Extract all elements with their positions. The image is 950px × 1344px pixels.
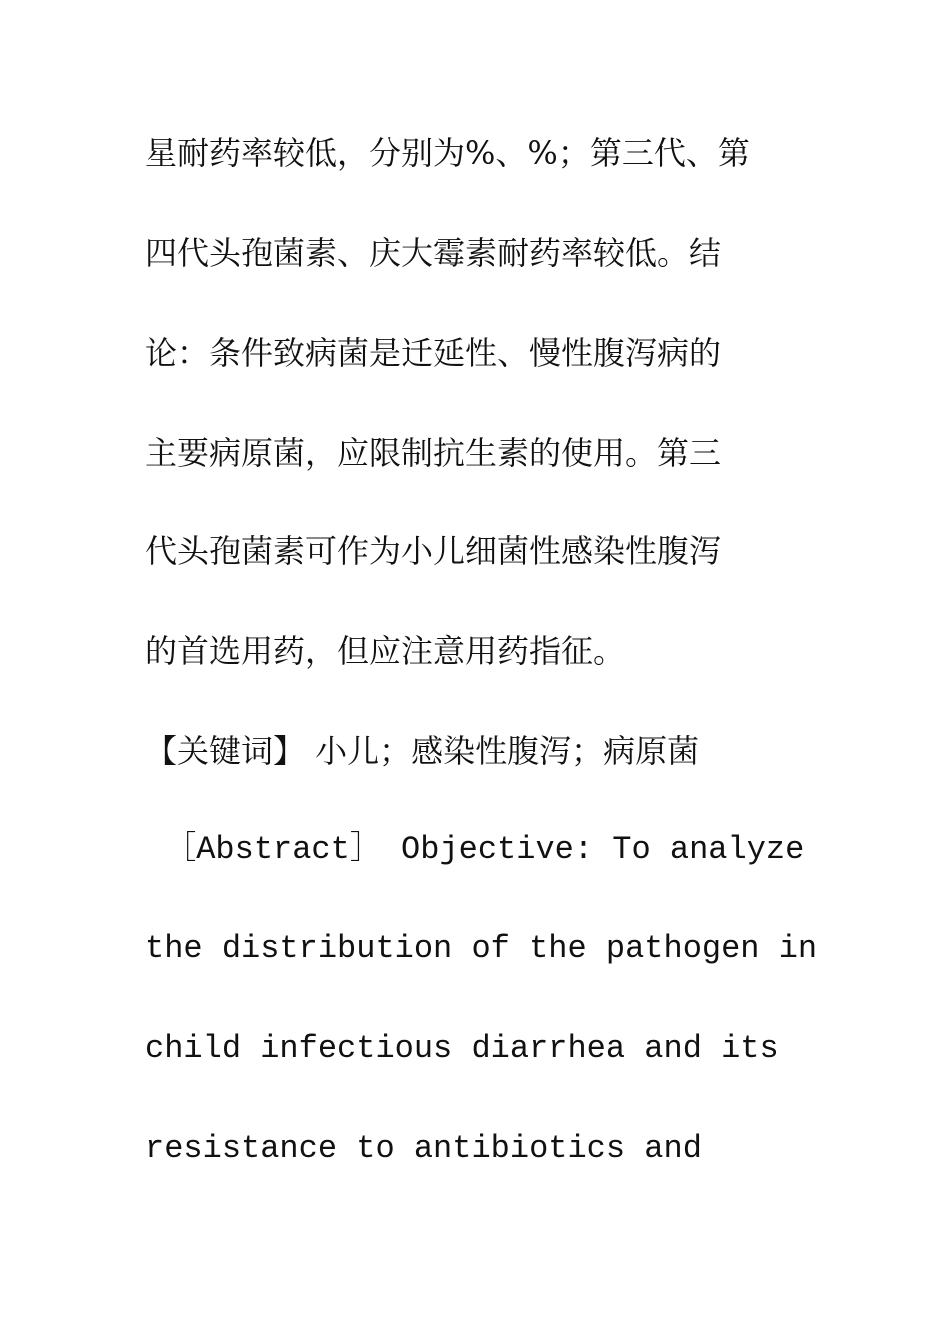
abstract-line: ［Abstract］ Objective: To analyze [145, 831, 805, 868]
paragraph-line: 代头孢菌素可作为小儿细菌性感染性腹泻 [145, 532, 722, 570]
paragraph-line: 论：条件致病菌是迁延性、慢性腹泻病的 [145, 334, 722, 372]
paragraph-line: 的首选用药，但应注意用药指征。 [145, 632, 626, 670]
paragraph-line: 四代头孢菌素、庆大霉素耐药率较低。结 [145, 234, 722, 272]
abstract-line: the distribution of the pathogen in [145, 930, 818, 967]
abstract-line: resistance to antibiotics and [145, 1130, 702, 1167]
abstract-line: child infectious diarrhea and its [145, 1030, 779, 1067]
paragraph-line: 星耐药率较低，分别为%、%；第三代、第 [145, 134, 750, 172]
paragraph-line: 主要病原菌，应限制抗生素的使用。第三 [145, 434, 722, 472]
keywords-line: 【关键词】 小儿；感染性腹泻；病原菌 [145, 732, 700, 770]
